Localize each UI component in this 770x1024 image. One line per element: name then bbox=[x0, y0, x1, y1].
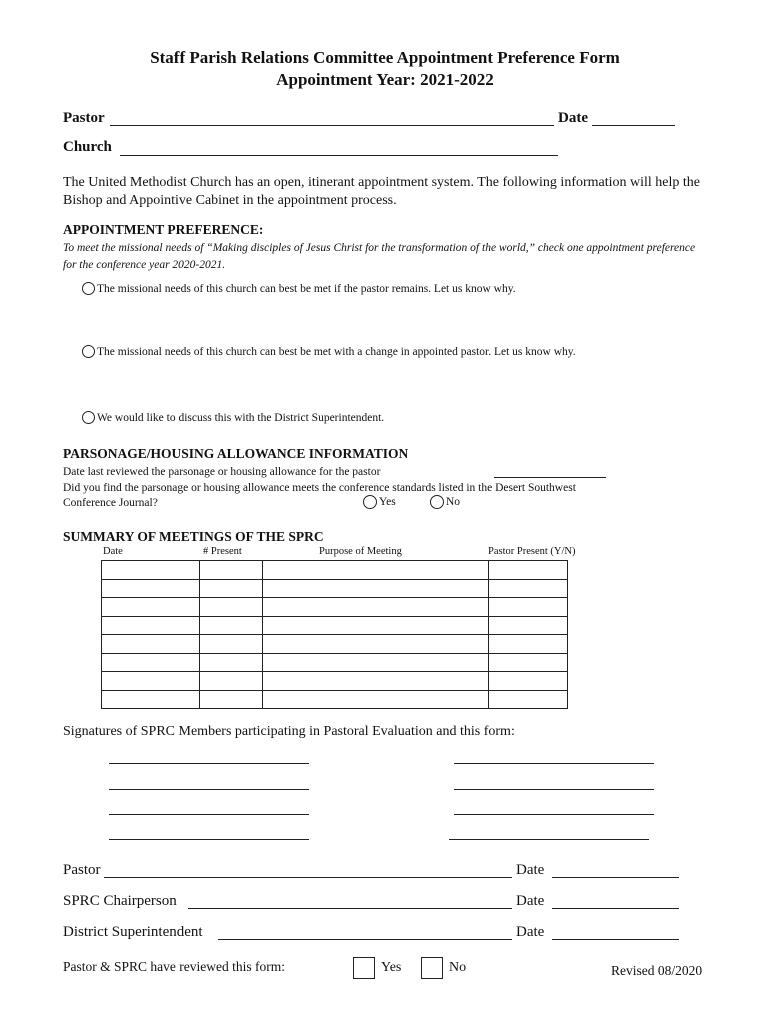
signature-line[interactable] bbox=[454, 763, 654, 764]
parsonage-heading: PARSONAGE/HOUSING ALLOWANCE INFORMATION bbox=[63, 446, 409, 461]
radio-icon[interactable] bbox=[82, 345, 95, 358]
table-cell[interactable] bbox=[200, 690, 263, 709]
col-header-date: Date bbox=[103, 546, 123, 557]
table-row bbox=[102, 561, 568, 580]
table-row bbox=[102, 598, 568, 617]
table-cell[interactable] bbox=[200, 635, 263, 654]
parsonage-no-option[interactable] bbox=[430, 495, 460, 509]
yes-label: Yes bbox=[381, 960, 402, 975]
signature-line[interactable] bbox=[109, 814, 309, 815]
form-title: Staff Parish Relations Committee Appointment Preference Form bbox=[150, 48, 620, 67]
bottom-pastor-field[interactable] bbox=[104, 877, 512, 878]
ds-date-field[interactable] bbox=[552, 939, 679, 940]
table-cell[interactable] bbox=[200, 672, 263, 691]
chair-field[interactable] bbox=[188, 908, 512, 909]
table-cell[interactable] bbox=[263, 579, 489, 598]
table-row bbox=[102, 635, 568, 654]
form-subtitle: Appointment Year: 2021-2022 bbox=[276, 70, 494, 89]
date-label: Date bbox=[558, 110, 588, 126]
table-row bbox=[102, 653, 568, 672]
table-cell[interactable] bbox=[200, 616, 263, 635]
table-cell[interactable] bbox=[489, 690, 568, 709]
option-label: The missional needs of this church can best be met with a change in appointed pastor. Let us know why. bbox=[97, 345, 576, 358]
table-cell[interactable] bbox=[489, 561, 568, 580]
ds-label: District Superintendent bbox=[63, 924, 203, 940]
option-pastor-remains[interactable] bbox=[82, 282, 516, 295]
option-discuss-ds[interactable] bbox=[82, 411, 384, 424]
signature-line[interactable] bbox=[454, 814, 654, 815]
parsonage-yes-option[interactable] bbox=[363, 495, 396, 509]
no-label: No bbox=[449, 960, 467, 975]
table-cell[interactable] bbox=[263, 672, 489, 691]
checkbox-icon[interactable] bbox=[353, 957, 375, 979]
table-cell[interactable] bbox=[102, 561, 200, 580]
table-cell[interactable] bbox=[489, 616, 568, 635]
table-cell[interactable] bbox=[102, 579, 200, 598]
option-label: The missional needs of this church can best be met if the pastor remains. Let us know why. bbox=[97, 282, 516, 295]
signature-line[interactable] bbox=[109, 763, 309, 764]
table-cell[interactable] bbox=[102, 672, 200, 691]
radio-icon[interactable] bbox=[430, 495, 444, 509]
review-label: Pastor & SPRC have reviewed this form: bbox=[63, 959, 285, 974]
pastor-field[interactable] bbox=[110, 125, 554, 126]
parsonage-line3: Conference Journal? bbox=[63, 497, 158, 509]
church-label: Church bbox=[63, 139, 112, 155]
table-cell[interactable] bbox=[200, 598, 263, 617]
col-header-present: # Present bbox=[203, 546, 242, 557]
review-no-option[interactable] bbox=[421, 957, 466, 979]
parsonage-line1: Date last reviewed the parsonage or housing allowance for the pastor bbox=[63, 466, 381, 478]
table-row bbox=[102, 579, 568, 598]
table-cell[interactable] bbox=[200, 579, 263, 598]
ds-field[interactable] bbox=[218, 939, 512, 940]
table-cell[interactable] bbox=[263, 616, 489, 635]
table-cell[interactable] bbox=[489, 672, 568, 691]
review-yes-option[interactable] bbox=[353, 957, 401, 979]
signature-line[interactable] bbox=[454, 789, 654, 790]
intro-text: The United Methodist Church has an open, itinerant appointment system. The following information will help the Bishop and Appointive Cabinet in the appointment process. bbox=[63, 175, 701, 208]
revised-label: Revised 08/2020 bbox=[611, 963, 703, 978]
chair-date-label: Date bbox=[516, 893, 545, 909]
bottom-pastor-label: Pastor bbox=[63, 862, 101, 878]
yes-label: Yes bbox=[379, 496, 396, 508]
table-cell[interactable] bbox=[489, 653, 568, 672]
appointment-heading: APPOINTMENT PREFERENCE: bbox=[63, 222, 264, 237]
appointment-instruction: To meet the missional needs of “Making disciples of Jesus Christ for the transformation of the world,” check one appointment preference for the conference year 2020-2021. bbox=[63, 242, 696, 271]
col-header-pastor-present: Pastor Present (Y/N) bbox=[488, 546, 576, 557]
meetings-table bbox=[101, 560, 568, 709]
table-cell[interactable] bbox=[200, 653, 263, 672]
date-field[interactable] bbox=[592, 125, 675, 126]
table-cell[interactable] bbox=[263, 635, 489, 654]
parsonage-date-field[interactable] bbox=[494, 477, 606, 478]
option-change-pastor[interactable] bbox=[82, 345, 576, 358]
meetings-heading: SUMMARY OF MEETINGS OF THE SPRC bbox=[63, 529, 324, 544]
signatures-heading: Signatures of SPRC Members participating in Pastoral Evaluation and this form: bbox=[63, 724, 515, 739]
signature-line[interactable] bbox=[109, 839, 309, 840]
table-cell[interactable] bbox=[263, 653, 489, 672]
table-row bbox=[102, 616, 568, 635]
chair-label: SPRC Chairperson bbox=[63, 893, 177, 909]
table-cell[interactable] bbox=[200, 561, 263, 580]
radio-icon[interactable] bbox=[82, 282, 95, 295]
table-cell[interactable] bbox=[102, 653, 200, 672]
bottom-pastor-date-field[interactable] bbox=[552, 877, 679, 878]
table-cell[interactable] bbox=[489, 635, 568, 654]
table-cell[interactable] bbox=[102, 635, 200, 654]
signature-line[interactable] bbox=[109, 789, 309, 790]
table-cell[interactable] bbox=[102, 598, 200, 617]
table-cell[interactable] bbox=[263, 561, 489, 580]
table-cell[interactable] bbox=[263, 598, 489, 617]
pastor-label: Pastor bbox=[63, 110, 105, 126]
bottom-date-label: Date bbox=[516, 862, 545, 878]
ds-date-label: Date bbox=[516, 924, 545, 940]
option-label: We would like to discuss this with the District Superintendent. bbox=[97, 411, 385, 424]
table-row bbox=[102, 690, 568, 709]
table-cell[interactable] bbox=[263, 690, 489, 709]
no-label: No bbox=[446, 496, 461, 508]
table-cell[interactable] bbox=[489, 598, 568, 617]
radio-icon[interactable] bbox=[363, 495, 377, 509]
church-field[interactable] bbox=[120, 155, 558, 156]
table-row bbox=[102, 672, 568, 691]
table-cell[interactable] bbox=[102, 690, 200, 709]
parsonage-line2: Did you find the parsonage or housing allowance meets the conference standards listed in the Desert Southwest bbox=[63, 482, 576, 494]
col-header-purpose: Purpose of Meeting bbox=[319, 546, 402, 557]
signature-line[interactable] bbox=[449, 839, 649, 840]
chair-date-field[interactable] bbox=[552, 908, 679, 909]
table-cell[interactable] bbox=[102, 616, 200, 635]
table-cell[interactable] bbox=[489, 579, 568, 598]
checkbox-icon[interactable] bbox=[421, 957, 443, 979]
radio-icon[interactable] bbox=[82, 411, 95, 424]
